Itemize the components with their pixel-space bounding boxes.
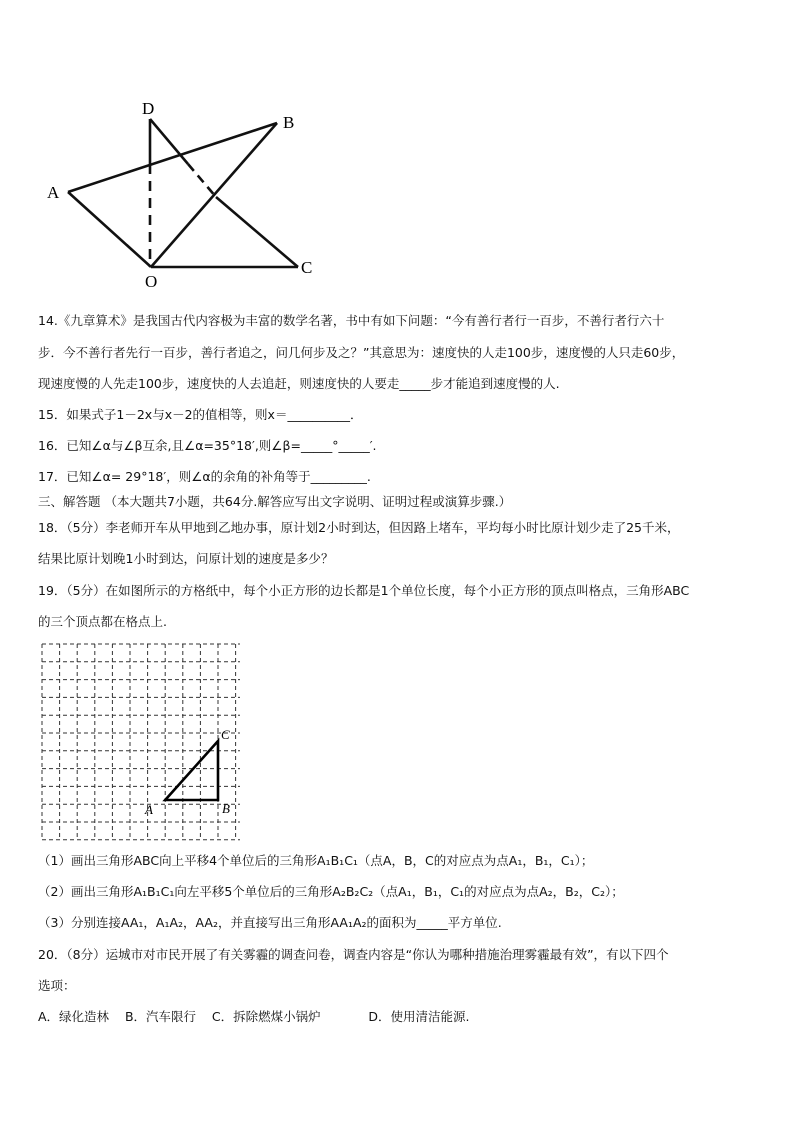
segment-DC-dashed (188, 164, 216, 197)
point-label-A: A (47, 183, 60, 202)
q16-text: 16．已知∠α与∠β互余,且∠α=35°18′,则∠β=_____°_____′. (38, 438, 377, 453)
grid-figure-triangle-abc (36, 640, 246, 845)
geometry-figure-angles (40, 92, 330, 292)
q19-sub2: （2）画出三角形A₁B₁C₁向左平移5个单位后的三角形A₂B₂C₂（点A₁，B₁，C₁的对应点为点A₂，B₂，C₂）； (38, 884, 624, 899)
point-label-C: C (301, 258, 313, 277)
point-label-C: C (221, 727, 230, 742)
q19-sub1: （1）画出三角形ABC向上平移4个单位后的三角形A₁B₁C₁（点A，B，C的对应点为点A₁，B₁，C₁）； (38, 853, 594, 868)
point-label-B: B (222, 801, 230, 816)
triangle-abc (165, 741, 218, 800)
q19-sub3: （3）分别连接AA₁，A₁A₂，AA₂，并直接写出三角形AA₁A₂的面积为_____平方单位. (38, 915, 502, 930)
q20-line1: 20．（8分）运城市对市民开展了有关雾霾的调查问卷，调查内容是“你认为哪种措施治理雾霾最有效”，有以下四个 (38, 947, 669, 962)
point-label-B: B (283, 113, 295, 132)
segment-AO (68, 192, 151, 267)
segment-DC-lower (216, 197, 298, 267)
section-heading: 三、解答题 （本大题共7小题，共64分.解答应写出文字说明、证明过程或演算步骤.） (38, 494, 512, 509)
point-label-D: D (142, 99, 155, 118)
q19-line2: 的三个顶点都在格点上. (38, 614, 167, 629)
q19-line1: 19．（5分）在如图所示的方格纸中，每个小正方形的边长都是1个单位长度，每个小正方形的顶点叫格点，三角形ABC (38, 583, 690, 598)
q20-options: A．绿化造林 B．汽车限行 C．拆除燃煤小锅炉 D．使用清洁能源. (38, 1009, 470, 1024)
q18-line1: 18．（5分）李老师开车从甲地到乙地办事，原计划2小时到达，但因路上堵车，平均每小时比原计划少走了25千米， (38, 520, 680, 535)
point-label-O: O (145, 272, 158, 291)
q14-line2: 步．今不善行者先行一百步，善行者追之，问几何步及之？”其意思为：速度快的人走100步，速度慢的人只走60步， (38, 345, 685, 360)
q20-line2: 选项： (38, 978, 76, 993)
point-label-A: A (145, 802, 153, 817)
q14-line3: 现速度慢的人先走100步，速度快的人去追赶，则速度快的人要走_____步才能追到速度慢的人. (38, 376, 560, 391)
q15-text: 15．如果式子1－2x与x－2的值相等，则x＝__________． (38, 407, 363, 422)
segment-DC-upper (150, 119, 188, 164)
q17-text: 17．已知∠α= 29°18′，则∠α的余角的补角等于_________. (38, 469, 371, 484)
q18-line2: 结果比原计划晚1小时到达，问原计划的速度是多少？ (38, 551, 334, 566)
dashed-grid (42, 644, 240, 840)
q14-line1: 14.《九章算术》是我国古代内容极为丰富的数学名著，书中有如下问题：“今有善行者行一百步，不善行者行六十 (38, 313, 665, 328)
